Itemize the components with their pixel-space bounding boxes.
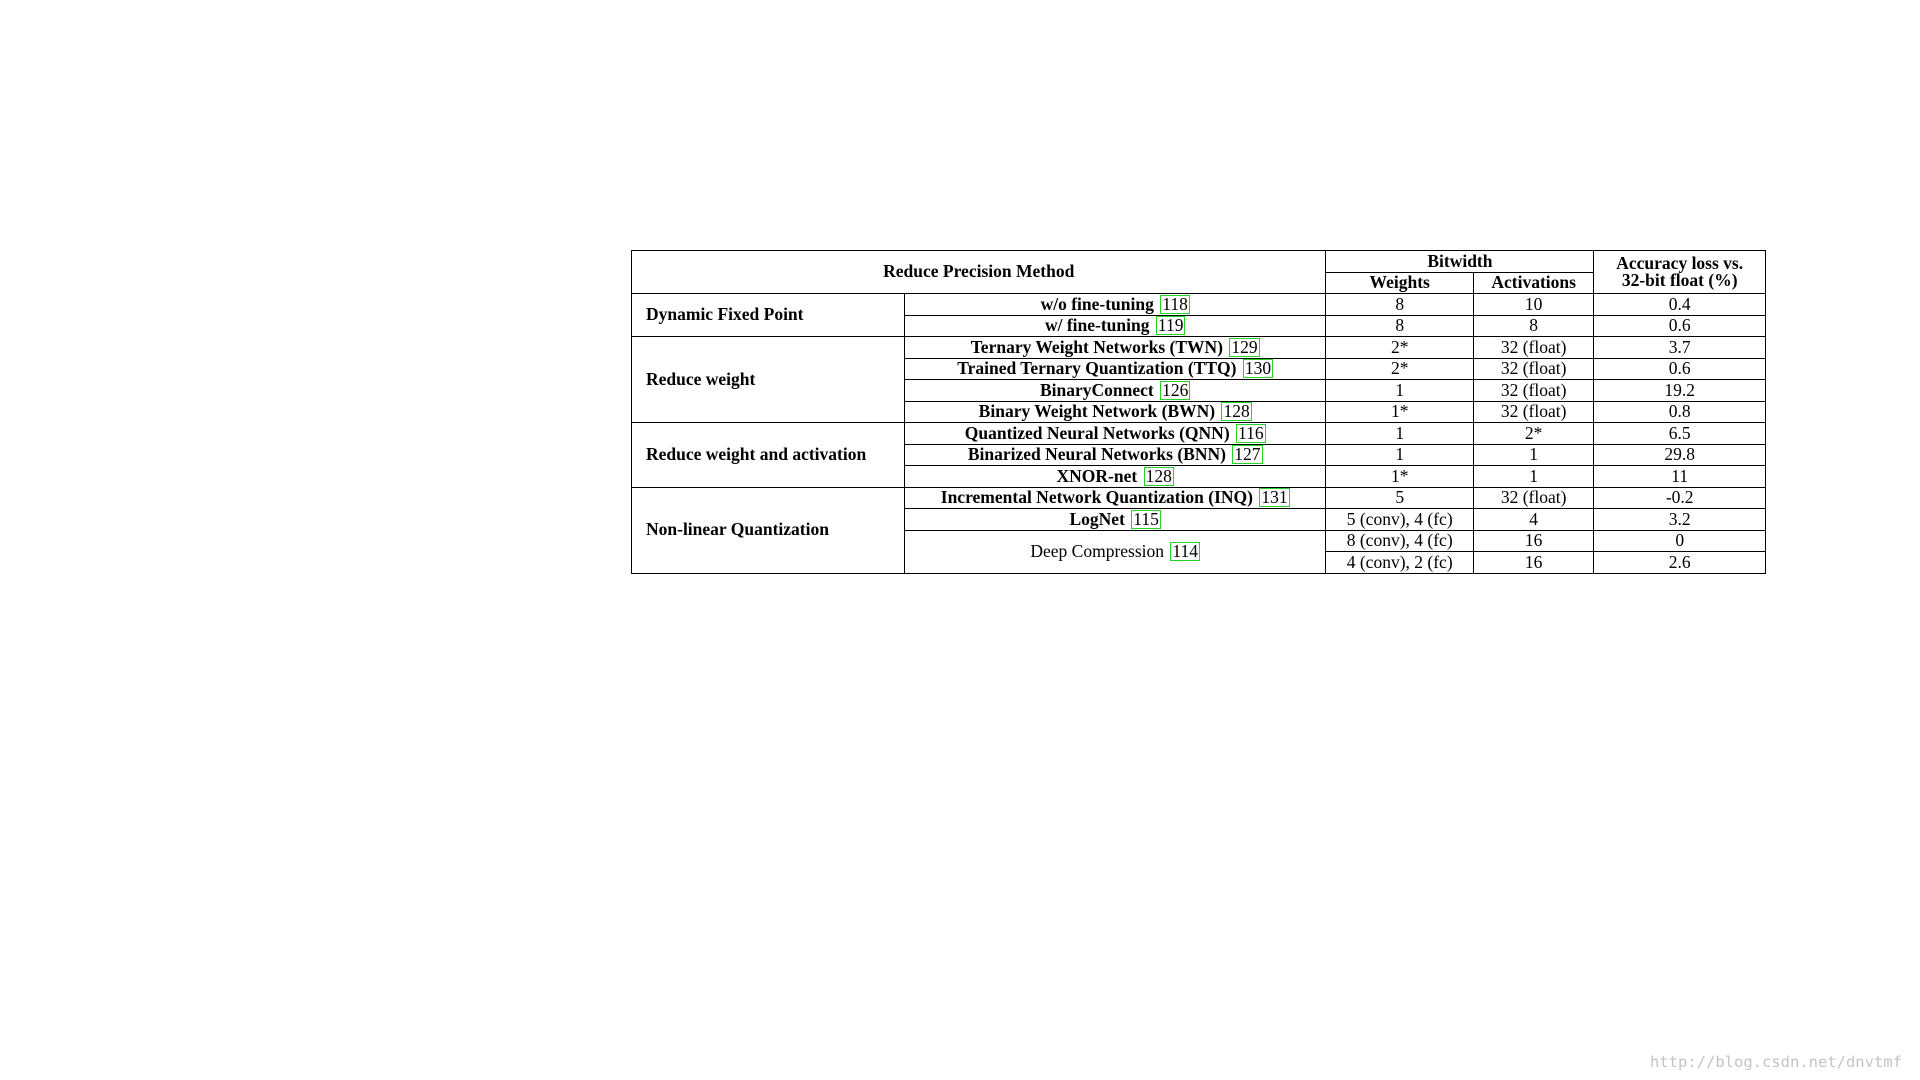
method-cell <box>904 337 1325 359</box>
method-cell <box>904 315 1325 337</box>
weights-cell: 5 <box>1326 487 1474 509</box>
method-name: Incremental Network Quantization (INQ) <box>940 487 1253 508</box>
citation-link[interactable]: 114 <box>1172 541 1199 562</box>
header-method: Reduce Precision Method <box>632 251 1326 294</box>
weights-cell: 8 <box>1326 294 1474 316</box>
method-name: Ternary Weight Networks (TWN) <box>970 336 1224 357</box>
method-name: Deep Compression <box>1030 541 1165 562</box>
accuracy-cell: 0 <box>1594 530 1766 552</box>
table-body <box>632 294 1766 574</box>
weights-cell: 1* <box>1326 401 1474 423</box>
table-row <box>632 337 1766 359</box>
citation-link[interactable]: 130 <box>1244 358 1272 379</box>
method-name: w/o fine-tuning <box>1040 293 1154 314</box>
method-name: w/ fine-tuning <box>1044 315 1150 336</box>
accuracy-cell: 0.4 <box>1594 294 1766 316</box>
method-cell <box>904 444 1325 466</box>
activations-cell: 2* <box>1473 423 1593 445</box>
activations-cell: 16 <box>1473 552 1593 574</box>
citation-link[interactable]: 127 <box>1234 444 1261 465</box>
accuracy-cell: 0.6 <box>1594 358 1766 380</box>
watermark: http://blog.csdn.net/dnvtmf <box>1650 1053 1902 1071</box>
method-cell <box>904 380 1325 402</box>
method-name: Binarized Neural Networks (BNN) <box>967 444 1226 465</box>
accuracy-cell: 6.5 <box>1594 423 1766 445</box>
accuracy-cell: 0.8 <box>1594 401 1766 423</box>
header-accuracy-line1: Accuracy loss vs. <box>1616 252 1744 273</box>
activations-cell: 32 (float) <box>1473 380 1593 402</box>
weights-cell: 1 <box>1326 423 1474 445</box>
weights-cell: 1 <box>1326 444 1474 466</box>
weights-cell: 1* <box>1326 466 1474 488</box>
activations-cell: 1 <box>1473 444 1593 466</box>
accuracy-cell: 3.2 <box>1594 509 1766 531</box>
table-row <box>632 294 1766 316</box>
accuracy-cell: 29.8 <box>1594 444 1766 466</box>
quantization-methods-table <box>631 250 1766 574</box>
weights-cell: 1 <box>1326 380 1474 402</box>
citation-link[interactable]: 129 <box>1231 336 1258 357</box>
weights-cell: 8 (conv), 4 (fc) <box>1326 530 1474 552</box>
activations-cell: 16 <box>1473 530 1593 552</box>
method-name: BinaryConnect <box>1040 379 1154 400</box>
citation-link[interactable]: 118 <box>1162 293 1188 314</box>
method-cell <box>904 509 1325 531</box>
category-cell: Reduce weight <box>632 337 905 423</box>
activations-cell: 32 (float) <box>1473 358 1593 380</box>
accuracy-cell: 2.6 <box>1594 552 1766 574</box>
accuracy-cell: 19.2 <box>1594 380 1766 402</box>
method-name: Binary Weight Network (BWN) <box>978 401 1216 422</box>
method-name: LogNet <box>1069 508 1125 529</box>
table-row <box>632 423 1766 445</box>
activations-cell: 4 <box>1473 509 1593 531</box>
header-bitwidth: Bitwidth <box>1326 251 1594 273</box>
citation-link[interactable]: 128 <box>1223 401 1250 422</box>
citation-link[interactable]: 128 <box>1145 465 1172 486</box>
weights-cell: 2* <box>1326 358 1474 380</box>
method-cell <box>904 487 1325 509</box>
accuracy-cell: 3.7 <box>1594 337 1766 359</box>
weights-cell: 4 (conv), 2 (fc) <box>1326 552 1474 574</box>
category-cell: Non-linear Quantization <box>632 487 905 573</box>
method-name: Quantized Neural Networks (QNN) <box>964 422 1230 443</box>
accuracy-cell: -0.2 <box>1594 487 1766 509</box>
method-cell <box>904 466 1325 488</box>
activations-cell: 32 (float) <box>1473 487 1593 509</box>
accuracy-cell: 11 <box>1594 466 1766 488</box>
activations-cell: 10 <box>1473 294 1593 316</box>
header-weights: Weights <box>1326 272 1474 294</box>
activations-cell: 8 <box>1473 315 1593 337</box>
method-cell <box>904 401 1325 423</box>
method-cell <box>904 423 1325 445</box>
citation-link[interactable]: 119 <box>1157 315 1184 336</box>
citation-link[interactable]: 115 <box>1133 508 1159 529</box>
method-cell <box>904 358 1325 380</box>
table-row <box>632 487 1766 509</box>
table-header-row <box>632 251 1766 273</box>
header-accuracy-line2: 32-bit float (%) <box>1621 270 1738 290</box>
accuracy-cell: 0.6 <box>1594 315 1766 337</box>
citation-link[interactable]: 131 <box>1261 487 1288 508</box>
weights-cell: 2* <box>1326 337 1474 359</box>
category-cell: Reduce weight and activation <box>632 423 905 488</box>
activations-cell: 1 <box>1473 466 1593 488</box>
weights-cell: 8 <box>1326 315 1474 337</box>
method-cell <box>904 530 1325 573</box>
header-activations: Activations <box>1473 272 1593 294</box>
citation-link[interactable]: 116 <box>1238 422 1264 443</box>
method-name: XNOR-net <box>1056 465 1138 486</box>
header-accuracy <box>1594 251 1766 294</box>
citation-link[interactable]: 126 <box>1162 379 1189 400</box>
weights-cell: 5 (conv), 4 (fc) <box>1326 509 1474 531</box>
activations-cell: 32 (float) <box>1473 401 1593 423</box>
category-cell: Dynamic Fixed Point <box>632 294 905 337</box>
activations-cell: 32 (float) <box>1473 337 1593 359</box>
method-name: Trained Ternary Quantization (TTQ) <box>957 358 1237 379</box>
method-cell <box>904 294 1325 316</box>
